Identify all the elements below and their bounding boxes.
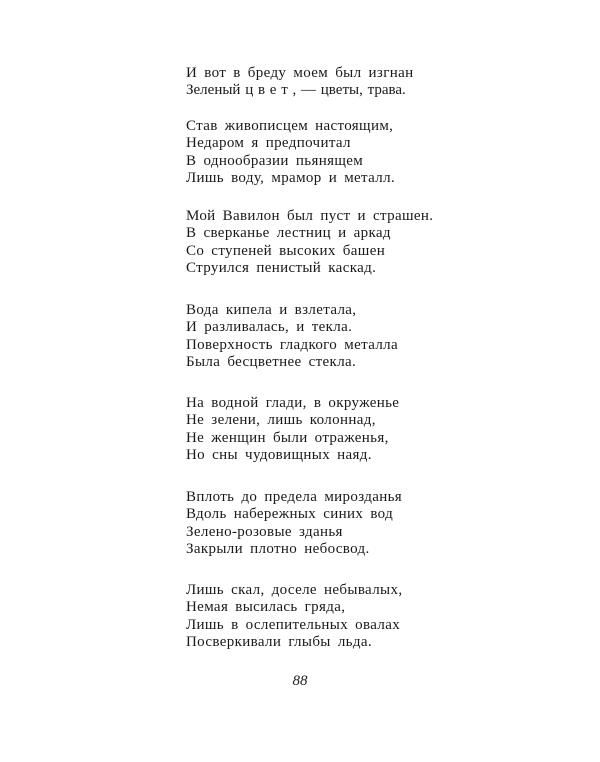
- poem-line: Поверхность гладкого металла: [186, 336, 399, 353]
- poem-line: Не женщин были отраженья,: [186, 429, 389, 446]
- poem-line: Лишь воду, мрамор и металл.: [186, 170, 396, 187]
- stanza-1: [186, 65, 413, 100]
- poem-line: Став живописцем настоящим,: [186, 118, 394, 134]
- poem-line: Вдоль набережных синих вод: [186, 506, 394, 523]
- stanza-3: [186, 208, 433, 278]
- stanza-6: [186, 489, 402, 559]
- page-number: 88: [292, 673, 308, 689]
- poem-line: В сверканье лестниц и аркад: [186, 225, 391, 242]
- poem-line: Зелено-розовые зданья: [186, 523, 343, 540]
- poem-line: Лишь в ослепительных овалах: [186, 616, 401, 633]
- poem-line: Не зелени, лишь колоннад,: [186, 412, 376, 429]
- poem-line: Закрыли плотно небосвод.: [186, 541, 370, 558]
- poem-line: Была бесцветнее стекла.: [186, 354, 357, 371]
- poem-line: Но сны чудовищных наяд.: [186, 447, 372, 464]
- poem-line: Со ступеней высоких башен: [186, 242, 386, 259]
- poem-line: И вот в бреду моем был изгнан: [186, 65, 414, 81]
- poem-line: Струился пенистый каскад.: [186, 260, 377, 277]
- poem-line: Мой Вавилон был пуст и страшен.: [186, 208, 434, 224]
- poem-line: Зеленый ц в е т , — цветы, трава.: [186, 82, 406, 99]
- poem-line: Недаром я предпочитал: [186, 135, 351, 152]
- poem-line: Немая высилась гряда,: [186, 599, 346, 616]
- stanza-2: [186, 118, 395, 188]
- poem-line: Посверкивали глыбы льда.: [186, 634, 372, 651]
- stanza-7: [186, 582, 402, 652]
- poem-line: Вода кипела и взлетала,: [186, 302, 357, 318]
- stanza-5: [186, 395, 399, 465]
- stanza-4: [186, 302, 398, 372]
- poem-line: На водной глади, в окруженье: [186, 395, 400, 411]
- poem-line: Вплоть до предела мирозданья: [186, 489, 403, 505]
- poem-line: В однообразии пьянящем: [186, 152, 364, 169]
- poem-line: Лишь скал, доселе небывалых,: [186, 582, 403, 598]
- poem-line: И разливалась, и текла.: [186, 319, 353, 336]
